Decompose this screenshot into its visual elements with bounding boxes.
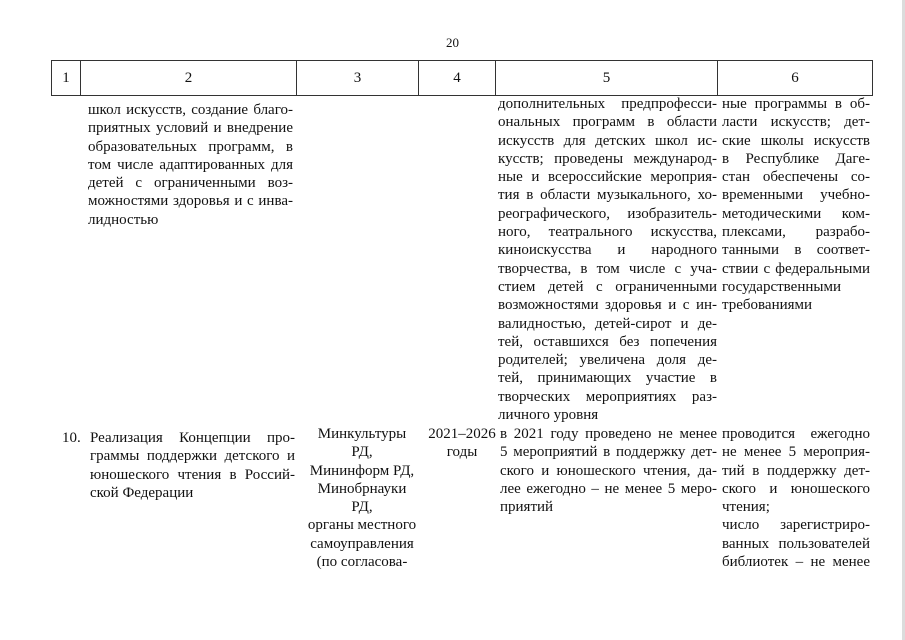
continued-row-col6 bbox=[722, 95, 870, 315]
header-col-3: 3 bbox=[297, 61, 419, 95]
row-10-col5-result bbox=[500, 425, 717, 516]
text-line: личного уровня bbox=[498, 407, 599, 424]
text-line: ские школы искусств bbox=[722, 132, 870, 149]
header-col-6: 6 bbox=[791, 70, 799, 86]
header-col-5: 5 bbox=[496, 61, 718, 95]
text-line: ласти искусств; дет- bbox=[722, 114, 870, 131]
text-line: детей с ограниченными воз- bbox=[88, 175, 293, 192]
text-line: РД, bbox=[351, 444, 373, 461]
text-line: юношеского чтения в Россий- bbox=[90, 466, 295, 483]
text-line: 5 мероприятий в поддержку дет- bbox=[500, 444, 717, 461]
text-line: творческих мероприятиях раз- bbox=[498, 388, 717, 405]
row-10-col2-title bbox=[90, 429, 295, 502]
text-line: Минкультуры bbox=[317, 426, 407, 442]
text-line: стием детей с ограниченными bbox=[498, 278, 717, 295]
header-col-2: 2 bbox=[81, 61, 297, 95]
text-line: ванных пользователей bbox=[722, 535, 870, 552]
text-line: ные и всероссийские мероприя- bbox=[498, 169, 717, 186]
text-line: ные программы в об- bbox=[722, 96, 870, 112]
table-header bbox=[51, 60, 873, 96]
text-line: реографического, изобразитель- bbox=[498, 205, 717, 222]
page-number: 20 bbox=[446, 35, 459, 50]
text-line: валидностью, детей-сирот и де- bbox=[498, 315, 717, 332]
text-line: приятий bbox=[500, 499, 554, 516]
text-line: не менее 5 мероприя- bbox=[722, 444, 870, 461]
text-line: возможностями здоровья и с ин- bbox=[498, 297, 717, 314]
text-line: творчества, в том числе с уча- bbox=[498, 260, 717, 277]
text-line: Минобрнауки bbox=[317, 480, 407, 497]
text-line: лидностью bbox=[88, 211, 159, 228]
text-line: требованиями bbox=[722, 297, 813, 314]
text-line: проводится ежегодно bbox=[722, 426, 870, 442]
text-line: тей, оставшихся без попечения bbox=[498, 333, 717, 350]
text-line: плексами, разрабо- bbox=[722, 224, 870, 241]
text-line: 2021–2026 bbox=[428, 426, 496, 442]
text-line: ного, театрального искусства, bbox=[498, 224, 717, 241]
row-10-col6-indicator bbox=[722, 425, 870, 571]
header-col-1: 1 bbox=[52, 61, 81, 95]
text-line: Реализация Концепции про- bbox=[90, 430, 295, 446]
text-line: РД, bbox=[351, 499, 373, 516]
text-line: кусств; проведены международ- bbox=[498, 150, 717, 167]
text-line: ональных программ в области bbox=[498, 114, 717, 131]
text-line: (по согласова- bbox=[316, 554, 408, 571]
text-line: дополнительных предпрофесси- bbox=[498, 96, 717, 112]
continued-row-col5 bbox=[498, 95, 717, 424]
text-line: ской Федерации bbox=[90, 484, 194, 501]
text-line: годы bbox=[446, 444, 478, 461]
text-line: стан обеспечены со- bbox=[722, 169, 870, 186]
continued-row-col2 bbox=[88, 101, 293, 229]
text-line: чтения; bbox=[722, 499, 770, 516]
text-line: тей, принимающих участие в bbox=[498, 370, 717, 387]
text-line: государственными bbox=[722, 278, 841, 295]
text-line: число зарегистриро- bbox=[722, 517, 870, 534]
text-line: приятных условий и внедрение bbox=[88, 120, 293, 137]
text-line: самоуправления bbox=[310, 535, 414, 552]
text-line: ствии с федеральными bbox=[722, 260, 870, 277]
header-col-4: 4 bbox=[419, 61, 496, 95]
text-line: органы местного bbox=[307, 517, 417, 534]
text-line: временными учебно- bbox=[722, 187, 870, 204]
row-10-number: 10. bbox=[62, 430, 81, 446]
text-line: библиотек – не менее bbox=[722, 554, 870, 571]
text-line: ского и юношеского чтения, да- bbox=[500, 462, 717, 479]
text-line: в 2021 году проведено не менее bbox=[500, 426, 717, 442]
text-line: можностями здоровья и с инва- bbox=[88, 193, 293, 210]
text-line: лее ежегодно – не менее 5 меро- bbox=[500, 480, 717, 497]
text-line: ского и юношеского bbox=[722, 480, 870, 497]
text-line: искусств для детских школ ис- bbox=[498, 132, 717, 149]
text-line: методическими ком- bbox=[722, 205, 870, 222]
text-line: танными в соответ- bbox=[722, 242, 870, 259]
text-line: тия в области музыкального, хо- bbox=[498, 187, 717, 204]
row-10-col3-executors bbox=[302, 425, 422, 571]
text-line: граммы поддержки детского и bbox=[90, 448, 295, 465]
text-line: киноискусства и народного bbox=[498, 242, 717, 259]
text-line: образовательных программ, в bbox=[88, 138, 293, 155]
text-line: тий в поддержку дет- bbox=[722, 462, 870, 479]
row-10-col4-period bbox=[423, 425, 501, 462]
text-line: том числе адаптированных для bbox=[88, 156, 293, 173]
text-line: в Республике Даге- bbox=[722, 150, 870, 167]
text-line: родителей; увеличена доля де- bbox=[498, 352, 717, 369]
text-line: школ искусств, создание благо- bbox=[88, 102, 293, 118]
text-line: Мининформ РД, bbox=[309, 462, 415, 479]
